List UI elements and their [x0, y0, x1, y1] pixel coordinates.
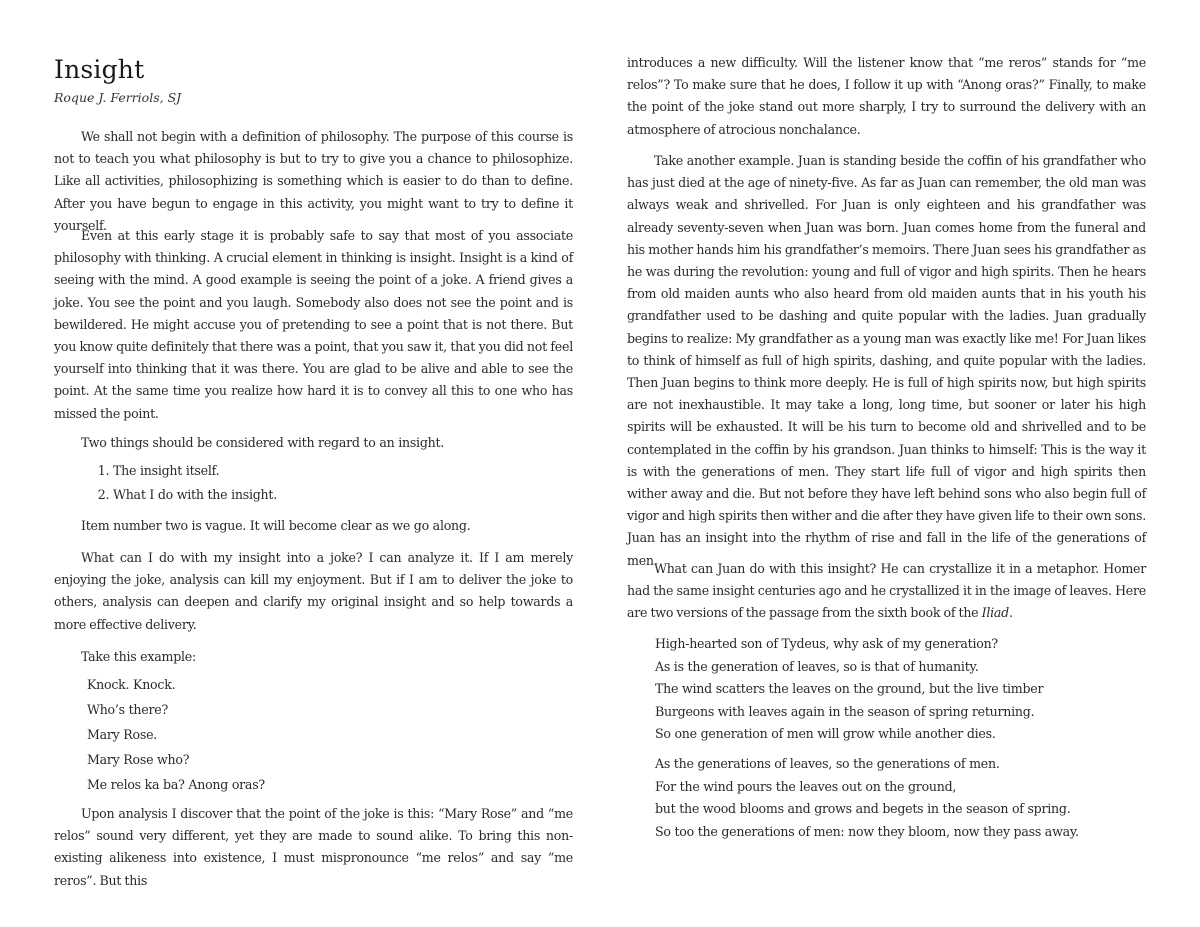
verse-line: So one generation of men will grow while another dies.: [655, 726, 996, 742]
list-item: 1. The insight itself.: [113, 459, 277, 483]
paragraph-intro: We shall not begin with a definition of philosophy. The purpose of this course is not to teach you what philosophy is but to try to give you a chance to philosophize. Like all activities, philosophizing is something which is easier to do than to define. After you have begun to engage in this activity, you might want to try to define it yourself.: [54, 129, 573, 233]
paragraph-text: What can Juan do with this insight? He can crystallize it in a metaphor. Homer had the same insight centuries ago and he crystallized it in the image of leaves. Here are two versions of the passage from the sixth book of the: [627, 561, 1146, 621]
paragraph-take-example: Take this example:: [81, 649, 196, 664]
paragraph-text-end: .: [1009, 605, 1013, 621]
joke-line: Knock. Knock.: [87, 677, 176, 692]
paragraph-homer-metaphor: [627, 558, 1146, 625]
joke-lines: [87, 672, 265, 797]
verse-version-two: [655, 753, 1079, 843]
paragraph-insight-definition: Even at this early stage it is probably safe to say that most of you associate philosophy with thinking. A crucial element in thinking is insight. Insight is a kind of seeing with the mind. A good example is seeing the point of a joke. A friend gives a joke. You see the point and you laugh. Somebody also does not see the point and is bewildered. He might accuse you of pretending to see a point that is not there. But you know quite definitely that there was a point, that you saw it, that you did not feel yourself into thinking that it was there. You are glad to be alive and able to see the point. At the same time you realize how hard it is to convey all this to one who has missed the point.: [54, 228, 573, 421]
verse-line: but the wood blooms and grows and begets in the season of spring.: [655, 801, 1071, 817]
joke-line: Mary Rose who?: [87, 752, 190, 767]
verse-line: As the generations of leaves, so the generations of men.: [655, 756, 1000, 771]
paragraph-joke-analysis: Upon analysis I discover that the point of the joke is this: “Mary Rose” and “me relos” sound very different, yet they are made to sound alike. To bring this non-existing alikeness into existence, I must mispronounce “me relos” and say “me reros”. But this: [54, 806, 573, 888]
document-title: Insight: [54, 55, 145, 84]
joke-line: Who’s there?: [87, 702, 168, 717]
paragraph-new-difficulty: introduces a new difficulty. Will the listener know that “me reros” stands for “me relos”? To make sure that he does, I follow it up with “Anong oras?” Finally, to make the point of the joke stand out more sharply, I try to surround the delivery with an atmosphere of atrocious nonchalance.: [627, 55, 1146, 137]
verse-line: So too the generations of men: now they bloom, now they pass away.: [655, 823, 1079, 839]
joke-line: Mary Rose.: [87, 727, 158, 742]
book-title: Iliad: [981, 605, 1009, 621]
paragraph-item-two: Item number two is vague. It will become clear as we go along.: [81, 518, 471, 533]
joke-line: Me relos ka ba? Anong oras?: [87, 777, 265, 792]
verse-line: For the wind pours the leaves out on the ground,: [655, 778, 957, 794]
author-line: Roque J. Ferriols, SJ: [54, 90, 182, 105]
list-item: 2. What I do with the insight.: [113, 483, 277, 507]
verse-version-one: [655, 633, 1043, 746]
paragraph-analyze-joke: What can I do with my insight into a joke? I can analyze it. If I am merely enjoying the joke, analysis can kill my enjoyment. But if I am to deliver the joke to others, analysis can deepen and clarify my original insight and so help towards a more effective delivery.: [54, 550, 573, 632]
paragraph-juan-example: Take another example. Juan is standing beside the coffin of his grandfather who has just died at the age of ninety-five. As far as Juan can remember, the old man was always weak and shrivelled. For Juan is only eighteen and his grandfather was already seventy-seven when Juan was born. Juan comes home from the funeral and his mother hands him his grandfather’s memoirs. There Juan sees his grandfather as he was during the revolution: young and full of vigor and high spirits. Then he hears from old maiden aunts who also heard from old maiden aunts that in his youth his grandfather used to be dashing and quite popular with the ladies. Juan gradually begins to realize: My grandfather as a young man was exactly like me! For Juan likes to think of himself as full of high spirits, dashing, and quite popular with the ladies. Then Juan begins to think more deeply. He is full of high spirits now, but high spirits are not inexhaustible. It may take a long, long time, but sooner or later his high spirits will be exhausted. It will be his turn to become old and shrivelled and to be contemplated in the coffin by his grandson. Juan thinks to himself: This is the way it is with the generations of men. They start life full of vigor and high spirits then wither away and die. But not before they have left behind sons who also begin full of vigor and high spirits then wither and die after they have given life to their own sons. Juan has an insight into the rhythm of rise and fall in the life of the generations of men.: [627, 153, 1146, 568]
verse-line: As is the generation of leaves, so is that of humanity.: [655, 658, 979, 674]
verse-line: High-hearted son of Tydeus, why ask of my generation?: [655, 636, 998, 651]
verse-line: Burgeons with leaves again in the season of spring returning.: [655, 703, 1035, 719]
paragraph-two-things: Two things should be considered with regard to an insight.: [81, 435, 445, 450]
numbered-list: [90, 459, 277, 507]
verse-line: The wind scatters the leaves on the ground, but the live timber: [655, 681, 1044, 697]
